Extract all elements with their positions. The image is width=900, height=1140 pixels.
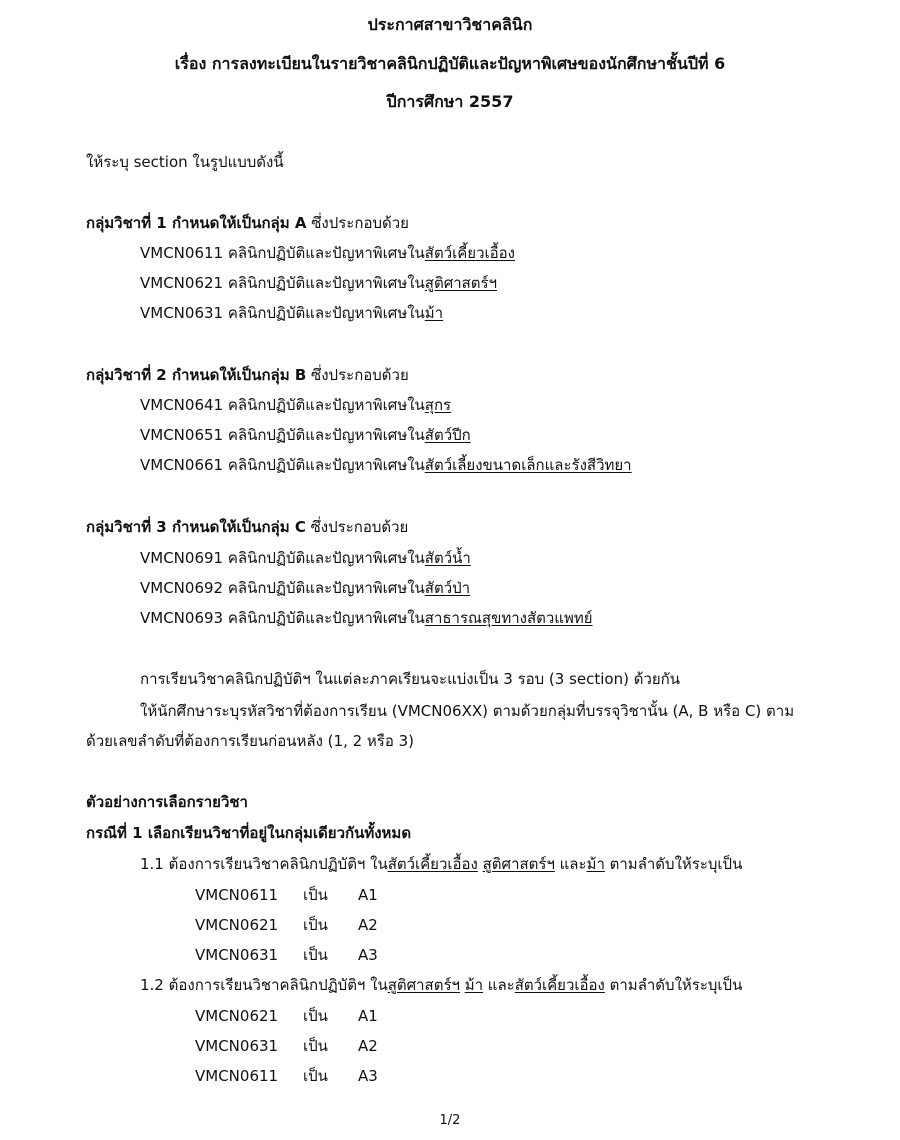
example-section: A3 — [358, 946, 378, 964]
course-item — [140, 273, 497, 293]
course-subject: สัตว์เลี้ยงขนาดเล็กและรังสีวิทยา — [424, 456, 632, 474]
course-subject: ม้า — [424, 304, 444, 322]
course-item — [140, 548, 471, 568]
course-item — [140, 578, 470, 598]
course-item — [140, 243, 515, 263]
course-prefix: คลินิกปฏิบัติและปัญหาพิเศษใน — [223, 579, 425, 597]
course-code: VMCN0661 — [140, 456, 224, 474]
course-item — [140, 608, 593, 628]
case-subject: สัตว์เคี้ยวเอื้อง — [514, 976, 605, 994]
course-item — [140, 425, 471, 445]
course-prefix: คลินิกปฏิบัติและปัญหาพิเศษใน — [223, 396, 425, 414]
course-subject: สาธารณสุขทางสัตวแพทย์ — [424, 609, 593, 627]
group-heading-c — [86, 517, 408, 537]
example-code: VMCN0631 — [195, 946, 279, 964]
course-item — [140, 303, 443, 323]
course-prefix: คลินิกปฏิบัติและปัญหาพิเศษใน — [223, 609, 425, 627]
course-prefix: คลินิกปฏิบัติและปัญหาพิเศษใน — [223, 304, 425, 322]
intro-text: ให้ระบุ section ในรูปแบบดังนี้ — [86, 153, 284, 171]
case-subject: สัตว์เคี้ยวเอื้อง — [387, 855, 478, 873]
case-separator: และ — [554, 855, 587, 873]
announcement-subject: เรื่อง การลงทะเบียนในรายวิชาคลินิกปฏิบัติและปัญหาพิเศษของนักศึกษาชั้นปีที่ 6 — [174, 54, 726, 73]
case-description — [140, 854, 742, 874]
course-code: VMCN0692 — [140, 579, 224, 597]
course-subject: สูติศาสตร์ฯ — [424, 274, 498, 292]
group-heading-rest: ซึ่งประกอบด้วย — [306, 366, 409, 384]
case-subject: ม้า — [586, 855, 605, 873]
example-as: เป็น — [303, 1037, 328, 1055]
course-item — [140, 455, 632, 475]
group-heading-a — [86, 213, 409, 233]
example-section: A2 — [358, 916, 378, 934]
example-section: A1 — [358, 886, 378, 904]
case-text: ตามลำดับให้ระบุเป็น — [604, 976, 743, 994]
case-text: ตามลำดับให้ระบุเป็น — [604, 855, 743, 873]
example-code: VMCN0611 — [195, 886, 279, 904]
group-heading-rest: ซึ่งประกอบด้วย — [306, 214, 409, 232]
example-section: A2 — [358, 1037, 378, 1055]
course-prefix: คลินิกปฏิบัติและปัญหาพิเศษใน — [223, 274, 425, 292]
example-code: VMCN0621 — [195, 1007, 279, 1025]
case-subject: ม้า — [464, 976, 484, 994]
case-description — [140, 975, 742, 995]
course-subject: สัตว์ปีก — [424, 426, 471, 444]
example-section: A1 — [358, 1007, 378, 1025]
course-code: VMCN0691 — [140, 549, 224, 567]
group-heading-b — [86, 365, 409, 385]
course-subject: สุกร — [424, 396, 452, 414]
case-subject: สูติศาสตร์ฯ — [387, 976, 460, 994]
case-separator: และ — [483, 976, 515, 994]
course-code: VMCN0631 — [140, 304, 224, 322]
course-code: VMCN0621 — [140, 274, 224, 292]
academic-year: ปีการศึกษา 2557 — [386, 92, 514, 111]
example-code: VMCN0621 — [195, 916, 279, 934]
example-code: VMCN0631 — [195, 1037, 279, 1055]
case-text: 1.2 ต้องการเรียนวิชาคลินิกปฏิบัติฯ ใน — [140, 976, 388, 994]
group-heading-bold: กลุ่มวิชาที่ 1 กำหนดให้เป็นกลุ่ม A — [86, 214, 307, 232]
course-item — [140, 395, 451, 415]
course-code: VMCN0651 — [140, 426, 224, 444]
case-text: 1.1 ต้องการเรียนวิชาคลินิกปฏิบัติฯ ใน — [140, 855, 388, 873]
course-prefix: คลินิกปฏิบัติและปัญหาพิเศษใน — [223, 549, 425, 567]
course-prefix: คลินิกปฏิบัติและปัญหาพิเศษใน — [223, 244, 425, 262]
page-number: 1/2 — [439, 1113, 461, 1128]
section-explanation: การเรียนวิชาคลินิกปฏิบัติฯ ในแต่ละภาคเรียนจะแบ่งเป็น 3 รอบ (3 section) ด้วยกัน — [140, 670, 681, 688]
announcement-title: ประกาศสาขาวิชาคลินิก — [367, 15, 533, 34]
group-heading-bold: กลุ่มวิชาที่ 2 กำหนดให้เป็นกลุ่ม B — [86, 366, 307, 384]
course-code: VMCN0611 — [140, 244, 224, 262]
example-heading: ตัวอย่างการเลือกรายวิชา — [86, 793, 248, 811]
example-as: เป็น — [303, 886, 328, 904]
example-as: เป็น — [303, 946, 328, 964]
course-prefix: คลินิกปฏิบัติและปัญหาพิเศษใน — [223, 456, 425, 474]
example-code: VMCN0611 — [195, 1067, 279, 1085]
group-heading-bold: กลุ่มวิชาที่ 3 กำหนดให้เป็นกลุ่ม C — [86, 518, 306, 536]
course-subject: สัตว์ป่า — [424, 579, 471, 597]
case-heading: กรณีที่ 1 เลือกเรียนวิชาที่อยู่ในกลุ่มเดียวกันทั้งหมด — [86, 824, 412, 842]
course-subject: สัตว์น้ำ — [424, 549, 471, 567]
course-prefix: คลินิกปฏิบัติและปัญหาพิเศษใน — [223, 426, 425, 444]
case-subject: สูติศาสตร์ฯ — [482, 855, 555, 873]
course-code: VMCN0641 — [140, 396, 224, 414]
course-code: VMCN0693 — [140, 609, 224, 627]
course-subject: สัตว์เคี้ยวเอื้อง — [424, 244, 515, 262]
group-heading-rest: ซึ่งประกอบด้วย — [305, 518, 409, 536]
example-section: A3 — [358, 1067, 378, 1085]
instruction-line-2: ด้วยเลขลำดับที่ต้องการเรียนก่อนหลัง (1, 2 หรือ 3) — [86, 732, 415, 750]
example-as: เป็น — [303, 1067, 328, 1085]
example-as: เป็น — [303, 1007, 328, 1025]
instruction-line-1: ให้นักศึกษาระบุรหัสวิชาที่ต้องการเรียน (VMCN06XX) ตามด้วยกลุ่มที่บรรจุวิชานั้น (A, B หรือ C) ตาม — [140, 702, 795, 720]
example-as: เป็น — [303, 916, 328, 934]
